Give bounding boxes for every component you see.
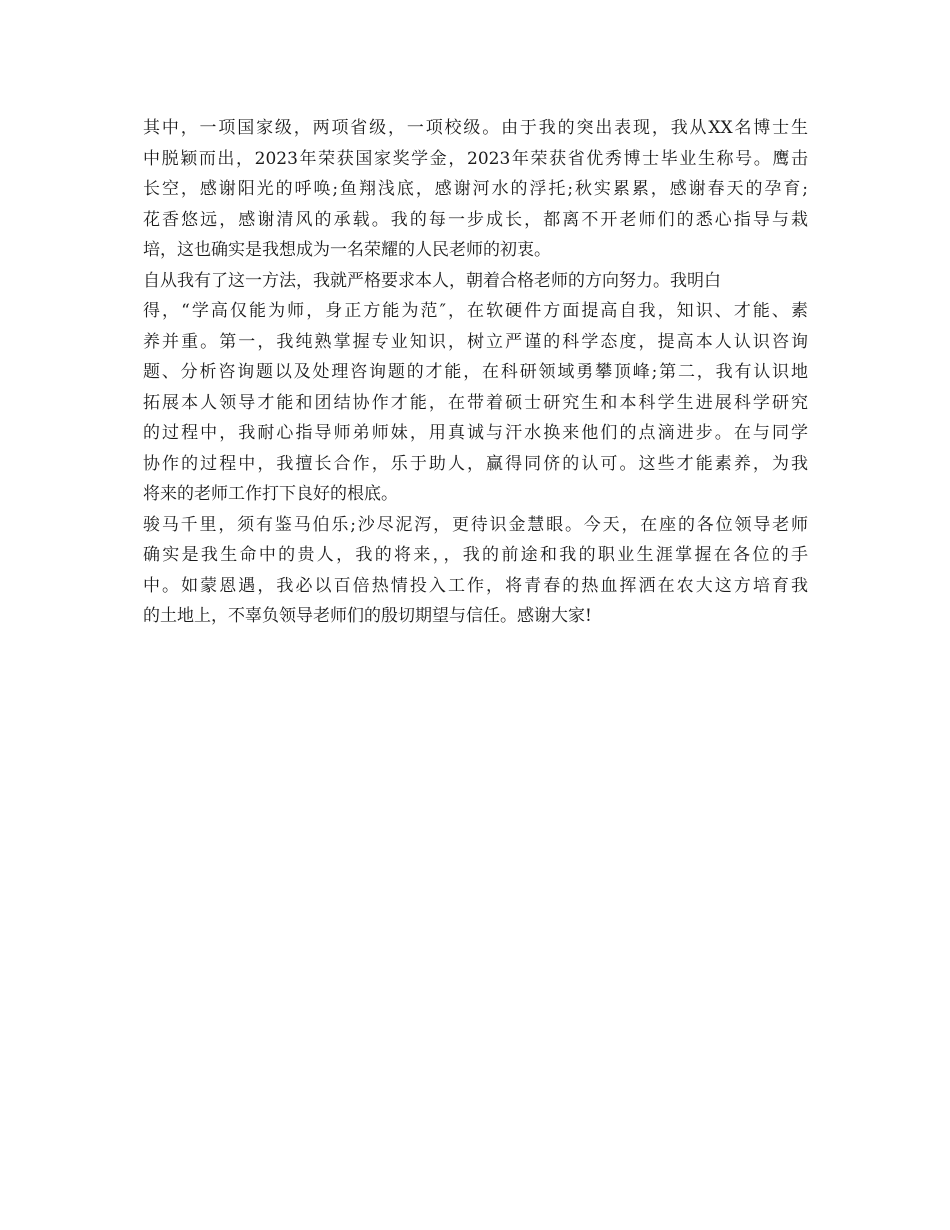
text-line: 确实是我生命中的贵人，我的将来，，我的前途和我的职业生涯掌握在各位的手 xyxy=(143,545,808,565)
text-line: 的过程中，我耐心指导师弟师妹，用真诚与汗水换来他们的点滴进步。在与同学 xyxy=(143,423,808,443)
paragraph-3 xyxy=(143,510,808,632)
text-line: 题、分析咨询题以及处理咨询题的才能，在科研领域勇攀顶峰;第二，我有认识地 xyxy=(143,362,808,382)
text-line: 长空，感谢阳光的呼唤;鱼翔浅底，感谢河水的浮托;秋实累累，感谢春天的孕育; xyxy=(143,179,808,199)
text-line: 自从我有了这一方法，我就严格要求本人，朝着合格老师的方向努力。我明白 xyxy=(143,270,721,291)
text-line: 花香悠远，感谢清风的承载。我的每一步成长，都离不开老师们的悉心指导与栽 xyxy=(143,209,808,230)
text-line: 得，“学高仅能为师，身正方能为范″，在软硬件方面提高自我，知识、才能、素 xyxy=(143,301,808,321)
text-line: 培，这也确实是我想成为一名荣耀的人民老师的初衷。 xyxy=(143,240,551,260)
text-line: 中。如蒙恩遇，我必以百倍热情投入工作，将青春的热血挥洒在农大这方培育我 xyxy=(143,575,808,596)
document-body xyxy=(143,113,808,632)
paragraph-2 xyxy=(143,266,808,510)
text-line: 将来的老师工作打下良好的根底。 xyxy=(143,484,398,504)
text-line: 拓展本人领导才能和团结协作才能，在带着硕士研究生和本科学生进展科学研究 xyxy=(143,392,808,413)
text-line: 其中，一项国家级，两项省级，一项校级。由于我的突出表现，我从XX名博士生 xyxy=(143,118,808,138)
text-line: 骏马千里，须有鉴马伯乐;沙尽泥泻，更待识金慧眼。今天，在座的各位领导老师 xyxy=(143,514,808,535)
text-line: 协作的过程中，我擅长合作，乐于助人，赢得同侪的认可。这些才能素养，为我 xyxy=(143,453,808,474)
text-line: 养并重。第一，我纯熟掌握专业知识，树立严谨的科学态度，提高本人认识咨询 xyxy=(143,331,808,352)
text-line: 的土地上，不辜负领导老师们的殷切期望与信任。感谢大家! xyxy=(143,606,592,626)
paragraph-1 xyxy=(143,113,808,266)
text-line: 中脱颖而出，2023年荣获国家奖学金，2023年荣获省优秀博士毕业生称号。鹰击 xyxy=(143,148,808,169)
